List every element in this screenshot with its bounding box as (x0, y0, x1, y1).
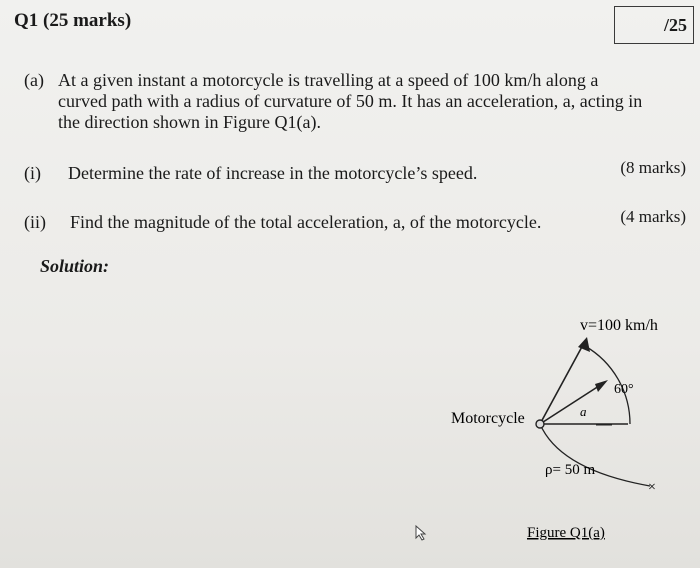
sub-i-text: Determine the rate of increase in the motorcycle’s speed. (68, 163, 478, 183)
part-a-line-2: curved path with a radius of curvature of 50 m. It has an acceleration, a, acting in (58, 91, 643, 111)
motorcycle-label: Motorcycle (451, 410, 525, 427)
acceleration-label: a (580, 404, 587, 419)
velocity-arrow (540, 343, 584, 424)
acceleration-arrowhead (595, 380, 608, 392)
cross-mark: × (648, 480, 656, 495)
sub-i-label: (i) (24, 163, 41, 183)
solution-label: Solution: (40, 256, 110, 276)
part-a-line-1: At a given instant a motorcycle is travelling at a speed of 100 km/h along a (58, 70, 599, 90)
radius-label: ρ= 50 m (545, 462, 596, 478)
velocity-label: v=100 km/h (580, 317, 658, 334)
score-text: /25 (663, 14, 687, 35)
question-heading: Q1 (25 marks) (14, 10, 132, 31)
angle-label: 60° (614, 382, 634, 397)
figure-caption: Figure Q1(a) (527, 525, 605, 541)
sub-ii-marks: (4 marks) (620, 207, 686, 226)
cursor-icon (416, 526, 425, 540)
motorcycle-point (536, 420, 544, 428)
acceleration-arrow (540, 384, 602, 424)
sub-ii-label: (ii) (24, 212, 46, 232)
sub-i-marks: (8 marks) (620, 158, 686, 177)
part-a-label: (a) (24, 70, 44, 90)
part-a-line-3: the direction shown in Figure Q1(a). (58, 112, 321, 132)
sub-ii-text: Find the magnitude of the total acceleration, a, of the motorcycle. (70, 212, 542, 232)
